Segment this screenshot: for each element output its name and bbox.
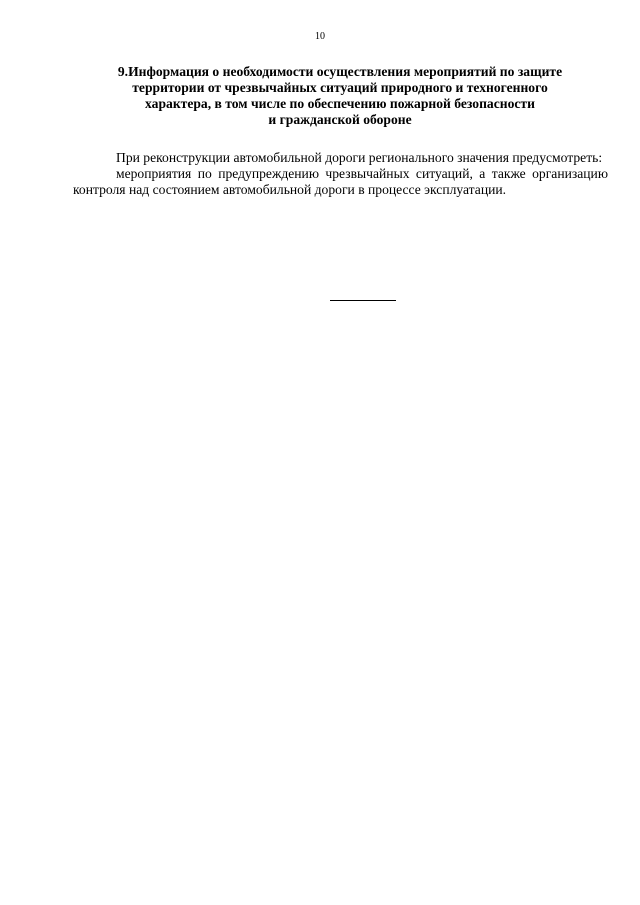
body-paragraph: При реконструкции автомобильной дороги регионального значения предусмотреть:: [116, 150, 603, 165]
section-body: [73, 150, 608, 198]
section-heading-line: 9.Информация о необходимости осуществления мероприятий по защите: [117, 64, 563, 79]
body-paragraph: мероприятия по предупреждению чрезвычайных ситуаций, а также организацию контроля над состоянием автомобильной дороги в процессе эксплуатации.: [73, 166, 608, 197]
section-heading-line: и гражданской обороне: [268, 112, 412, 127]
section-heading-line: территории от чрезвычайных ситуаций природного и техногенного: [132, 80, 548, 95]
section-heading-line: характера, в том числе по обеспечению пожарной безопасности: [145, 96, 535, 111]
section-heading: [72, 64, 608, 128]
page-number: 10: [315, 31, 325, 42]
end-separator-line: [330, 300, 396, 301]
